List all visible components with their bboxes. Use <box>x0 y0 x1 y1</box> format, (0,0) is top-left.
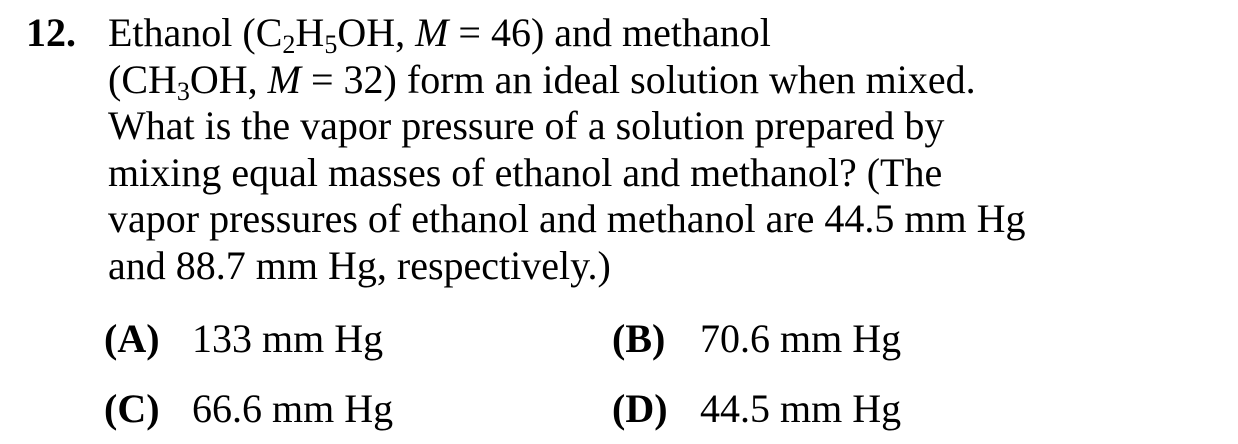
option-letter: (A) <box>104 316 160 361</box>
option-text: 44.5 mm Hg <box>700 386 902 431</box>
option-text: 66.6 mm Hg <box>192 386 394 431</box>
option-text: 133 mm Hg <box>192 316 384 361</box>
option-c <box>104 386 393 432</box>
stem-line-2: ($CH_3OH$, M = 32) form an ideal solution when mixed. <box>108 56 976 106</box>
option-letter: (D) <box>612 386 668 431</box>
option-b <box>612 316 901 362</box>
option-letter: (B) <box>612 316 666 361</box>
stem-line-5: vapor pressures of ethanol and methanol are 44.5 mm Hg <box>108 196 1026 241</box>
option-d <box>612 386 901 432</box>
question-number: 12. <box>26 10 76 55</box>
stem-line-1: Ethanol ($C_2H_5OH$, M = 46) and methanol <box>108 10 771 59</box>
question-stem <box>108 10 1218 289</box>
option-letter: (C) <box>104 386 160 431</box>
stem-line-6: and 88.7 mm Hg, respectively.) <box>108 242 611 288</box>
stem-line-4: mixing equal masses of ethanol and methanol? (The <box>108 149 943 195</box>
option-text: 70.6 mm Hg <box>700 316 902 361</box>
option-a <box>104 316 383 362</box>
stem-line-3: What is the vapor pressure of a solution prepared by <box>108 103 945 148</box>
